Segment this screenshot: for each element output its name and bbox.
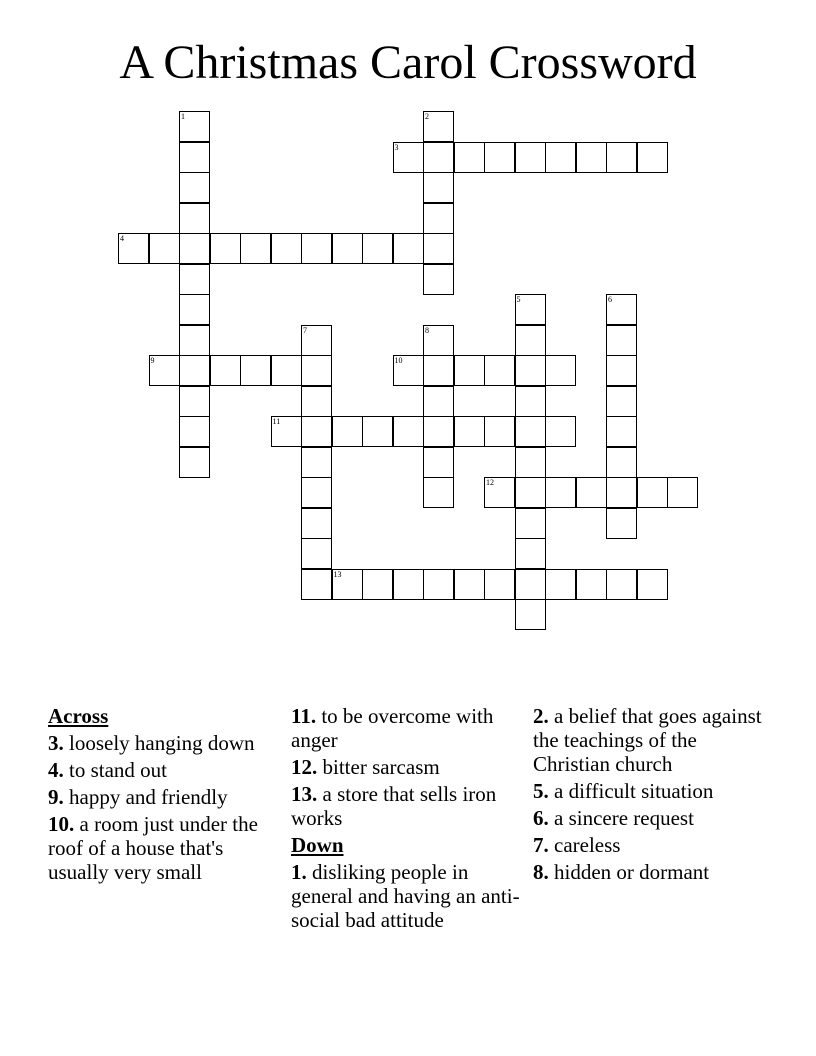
grid-cell[interactable]	[423, 264, 454, 295]
clue-item	[291, 782, 523, 830]
clue-item-number: 10.	[48, 812, 75, 836]
clue-item-number: 4.	[48, 758, 64, 782]
page-title: A Christmas Carol Crossword	[119, 36, 697, 89]
grid-cell[interactable]	[423, 111, 454, 142]
down-clue-list-continued	[533, 704, 765, 884]
clue-item-number: 2.	[533, 704, 549, 728]
grid-cell[interactable]	[271, 416, 302, 447]
clue-item-number: 5.	[533, 779, 549, 803]
grid-cell[interactable]	[362, 569, 393, 600]
grid-cell[interactable]	[118, 233, 149, 264]
grid-cell[interactable]	[301, 416, 332, 447]
grid-cell[interactable]	[149, 355, 180, 386]
grid-cell[interactable]	[606, 447, 637, 478]
clue-item-text: a sincere request	[548, 806, 694, 830]
grid-cell[interactable]	[515, 569, 546, 600]
grid-cell[interactable]	[210, 233, 241, 264]
grid-cell[interactable]	[545, 416, 576, 447]
grid-cell[interactable]	[606, 569, 637, 600]
grid-cell[interactable]	[545, 142, 576, 173]
grid-cell[interactable]	[545, 569, 576, 600]
grid-cell[interactable]	[423, 325, 454, 356]
grid-cell[interactable]	[515, 538, 546, 569]
clue-item-text: a belief that goes against the teachings of the Christian church	[533, 704, 762, 776]
clue-item-text: loosely hanging down	[63, 731, 255, 755]
down-heading: Down	[291, 833, 344, 857]
grid-cell[interactable]	[454, 142, 485, 173]
grid-cell[interactable]	[179, 416, 210, 447]
grid-cell[interactable]	[423, 477, 454, 508]
grid-cell[interactable]	[484, 477, 515, 508]
grid-cell[interactable]	[393, 355, 424, 386]
clue-item-text: to stand out	[63, 758, 167, 782]
clue-item-text: happy and friendly	[63, 785, 228, 809]
clue-item	[533, 806, 765, 830]
clue-item-number: 12.	[291, 755, 318, 779]
clue-item-number: 7.	[533, 833, 549, 857]
grid-cell[interactable]	[240, 233, 271, 264]
grid-cell[interactable]	[179, 447, 210, 478]
grid-cell[interactable]	[240, 355, 271, 386]
grid-cell[interactable]	[423, 447, 454, 478]
across-heading: Across	[48, 704, 109, 728]
grid-cell[interactable]	[606, 508, 637, 539]
grid-cell[interactable]	[606, 355, 637, 386]
grid-cell[interactable]	[423, 355, 454, 386]
clue-item-text: a store that sells iron works	[291, 782, 497, 830]
clue-number: 3	[394, 142, 399, 152]
grid-cell[interactable]	[301, 386, 332, 417]
grid-cell[interactable]	[484, 355, 515, 386]
clue-item	[533, 779, 765, 803]
clue-number: 11	[272, 417, 281, 426]
grid-cell[interactable]	[515, 447, 546, 478]
grid-cell[interactable]	[484, 142, 515, 173]
grid-cell[interactable]	[179, 172, 210, 203]
grid-cell[interactable]	[423, 203, 454, 234]
clue-item-number: 13.	[291, 782, 318, 806]
grid-cell[interactable]	[484, 416, 515, 447]
grid-cell[interactable]	[484, 569, 515, 600]
clue-number: 4	[120, 234, 124, 243]
clue-item	[48, 785, 280, 809]
grid-cell[interactable]	[423, 172, 454, 203]
clue-number: 5	[516, 295, 521, 304]
grid-cell[interactable]	[667, 477, 698, 508]
clue-item-text: disliking people in general and having an anti-social bad attitude	[291, 860, 520, 932]
clue-item	[291, 755, 523, 779]
grid-cell[interactable]	[179, 203, 210, 234]
grid-cell[interactable]	[606, 142, 637, 173]
grid-cell[interactable]	[606, 325, 637, 356]
clue-item-text: a difficult situation	[548, 779, 714, 803]
grid-cell[interactable]	[271, 233, 302, 264]
clue-item-text: a room just under the roof of a house that's usually very small	[48, 812, 258, 884]
grid-cell[interactable]	[179, 294, 210, 325]
clue-number: 8	[425, 325, 429, 335]
clue-item	[533, 704, 765, 776]
grid-cell[interactable]	[301, 538, 332, 569]
grid-cell[interactable]	[515, 477, 546, 508]
grid-cell[interactable]	[515, 355, 546, 386]
clue-item-text: bitter sarcasm	[317, 755, 440, 779]
grid-cell[interactable]	[301, 325, 332, 356]
grid-cell[interactable]	[515, 508, 546, 539]
clue-item	[533, 833, 765, 857]
grid-cell[interactable]	[637, 569, 668, 600]
clue-number: 7	[303, 325, 307, 335]
grid-cell[interactable]	[606, 416, 637, 447]
grid-cell[interactable]	[637, 477, 668, 508]
clue-item	[533, 860, 765, 884]
grid-cell[interactable]	[179, 142, 210, 173]
grid-cell[interactable]	[393, 416, 424, 447]
clue-item-number: 9.	[48, 785, 64, 809]
grid-cell[interactable]	[393, 233, 424, 264]
clue-number: 13	[333, 569, 342, 579]
grid-cell[interactable]	[423, 142, 454, 173]
clue-item	[48, 758, 280, 782]
clue-item	[48, 731, 280, 755]
grid-cell[interactable]	[454, 416, 485, 447]
clue-item-text: to be overcome with anger	[291, 704, 494, 752]
grid-cell[interactable]	[545, 355, 576, 386]
grid-cell[interactable]	[179, 264, 210, 295]
grid-cell[interactable]	[606, 294, 637, 325]
grid-cell[interactable]	[210, 355, 241, 386]
clue-number: 6	[608, 295, 612, 304]
grid-cell[interactable]	[515, 325, 546, 356]
grid-cell[interactable]	[606, 477, 637, 508]
grid-cell[interactable]	[301, 233, 332, 264]
grid-cell[interactable]	[423, 416, 454, 447]
grid-cell[interactable]	[362, 233, 393, 264]
grid-cell[interactable]	[301, 355, 332, 386]
grid-cell[interactable]	[179, 355, 210, 386]
grid-cell[interactable]	[515, 599, 546, 630]
grid-cell[interactable]	[576, 142, 607, 173]
grid-cell[interactable]	[637, 142, 668, 173]
grid-cell[interactable]	[179, 233, 210, 264]
grid-cell[interactable]	[423, 386, 454, 417]
clue-item-number: 1.	[291, 860, 307, 884]
grid-cell[interactable]	[301, 569, 332, 600]
grid-cell[interactable]	[301, 508, 332, 539]
grid-cell[interactable]	[545, 477, 576, 508]
grid-cell[interactable]	[271, 355, 302, 386]
grid-cell[interactable]	[149, 233, 180, 264]
grid-cell[interactable]	[393, 569, 424, 600]
grid-cell[interactable]	[301, 447, 332, 478]
grid-cell[interactable]	[332, 233, 363, 264]
grid-cell[interactable]	[179, 325, 210, 356]
across-clue-list	[48, 731, 280, 884]
clue-item	[291, 860, 523, 932]
grid-cell[interactable]	[606, 386, 637, 417]
grid-cell[interactable]	[454, 569, 485, 600]
grid-cell[interactable]	[332, 416, 363, 447]
clue-item-number: 11.	[291, 704, 317, 728]
grid-cell[interactable]	[515, 294, 546, 325]
clue-column-3	[533, 704, 765, 887]
grid-cell[interactable]	[393, 142, 424, 173]
clue-column-1	[48, 704, 280, 887]
down-clue-list	[291, 860, 523, 932]
grid-cell[interactable]	[423, 569, 454, 600]
clue-number: 12	[486, 478, 494, 487]
grid-cell[interactable]	[576, 477, 607, 508]
clue-item-text: careless	[548, 833, 621, 857]
clue-column-2	[291, 704, 523, 935]
clue-item	[48, 812, 280, 884]
grid-cell[interactable]	[179, 111, 210, 142]
grid-cell[interactable]	[301, 477, 332, 508]
clue-item-text: hidden or dormant	[548, 860, 710, 884]
grid-cell[interactable]	[576, 569, 607, 600]
grid-cell[interactable]	[362, 416, 393, 447]
across-clue-list-continued	[291, 704, 523, 830]
clue-number: 1	[181, 112, 185, 121]
clue-item	[291, 704, 523, 752]
grid-cell[interactable]	[332, 569, 363, 600]
grid-cell[interactable]	[179, 386, 210, 417]
clue-number: 10	[394, 356, 403, 365]
clue-item-number: 3.	[48, 731, 64, 755]
grid-cell[interactable]	[515, 386, 546, 417]
grid-cell[interactable]	[423, 233, 454, 264]
clue-number: 9	[150, 356, 155, 365]
grid-cell[interactable]	[454, 355, 485, 386]
clue-item-number: 8.	[533, 860, 549, 884]
clue-item-number: 6.	[533, 806, 549, 830]
grid-cell[interactable]	[515, 142, 546, 173]
clue-number: 2	[425, 112, 429, 121]
grid-cell[interactable]	[515, 416, 546, 447]
